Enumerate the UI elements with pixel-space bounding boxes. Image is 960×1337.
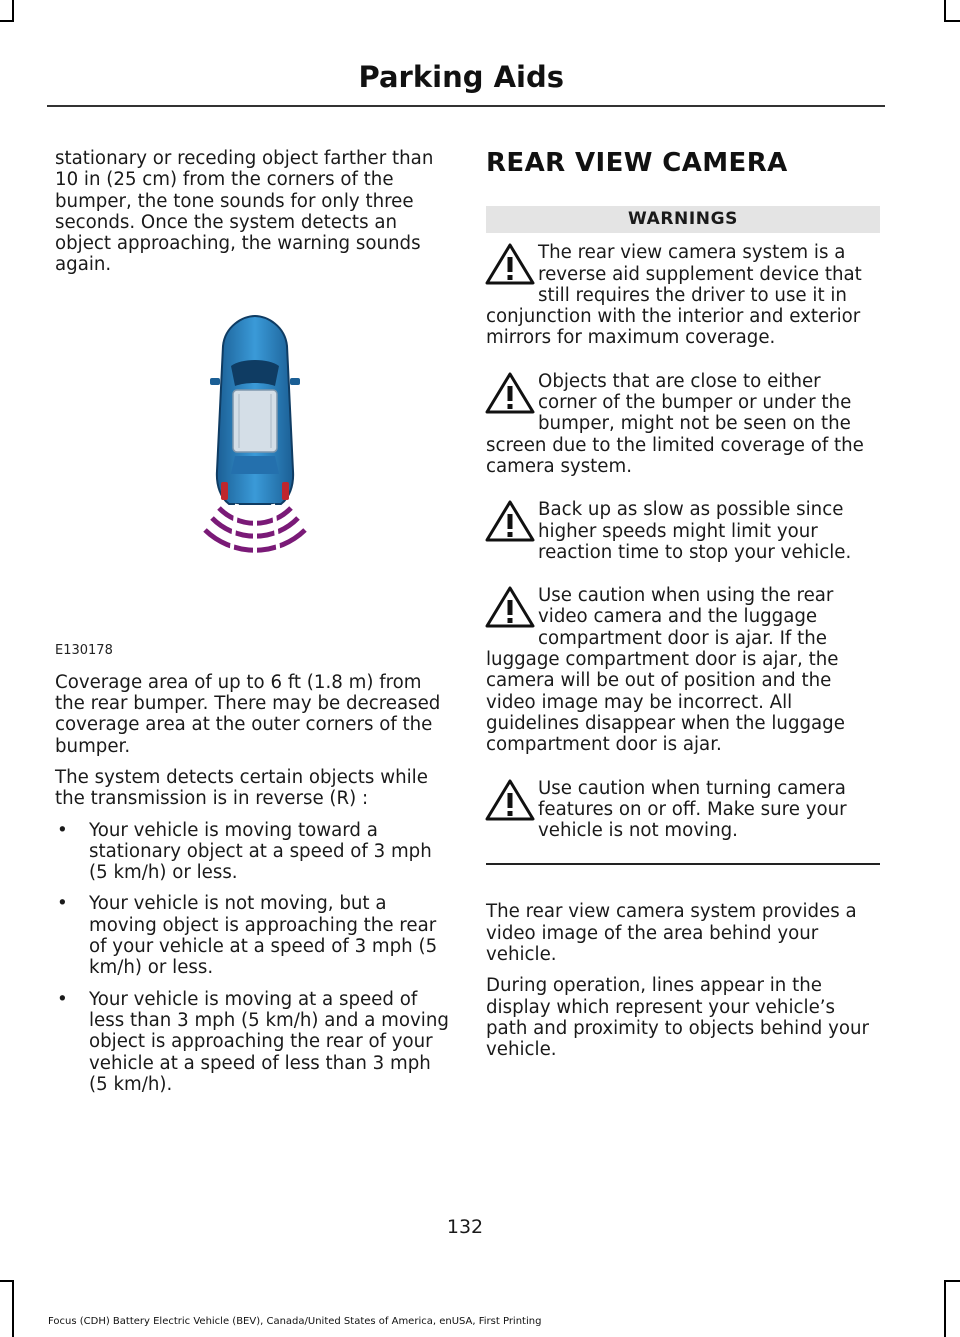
warning-text: Objects that are close to either corner of the bumper or under the bumper, might not be seen on the screen due to the limited coverage of the camera system. [486, 370, 864, 477]
warning-item [486, 371, 880, 487]
warning-triangle-icon [484, 242, 536, 286]
list-item-text: Your vehicle is not moving, but a moving object is approaching the rear of your vehicle at a speed of 3 mph (5 km/h) or less. [89, 893, 438, 979]
warning-triangle-icon [484, 371, 536, 415]
rear-view-camera-heading: REAR VIEW CAMERA [486, 148, 788, 178]
warnings-header: WARNINGS [486, 206, 880, 233]
list-item-text: Your vehicle is moving toward a stationary object at a speed of 3 mph (5 km/h) or less. [89, 819, 432, 884]
crop-mark [946, 20, 960, 22]
header-rule [47, 105, 885, 107]
bullet-symbol: • [57, 988, 68, 1010]
list-item-text: Your vehicle is moving at a speed of less than 3 mph (5 km/h) and a moving object is approaching the rear of your vehicle at a speed of less than 3 mph (5 km/h). [89, 988, 449, 1095]
warning-text: The rear view camera system is a reverse aid supplement device that still requires the driver to use it in conjunction with the interior and exterior mirrors for maximum coverage. [486, 242, 862, 349]
warning-item [486, 242, 880, 358]
section-title: Parking Aids [358, 60, 564, 94]
list-item [55, 893, 450, 978]
warning-item [486, 585, 880, 765]
list-item [55, 989, 450, 1095]
parking-sensor-figure [55, 286, 450, 662]
detection-list [55, 820, 450, 1096]
list-item [55, 820, 450, 884]
car-top-view-illustration [55, 286, 450, 662]
crop-mark [0, 20, 14, 22]
crop-mark [946, 1280, 960, 1282]
camera-paragraph-2: During operation, lines appear in the display which represent your vehicle’s path and proximity to objects behind your vehicle. [486, 975, 869, 1061]
camera-paragraph-1: The rear view camera system provides a video image of the area behind your vehicle. [486, 901, 857, 966]
warning-item [486, 499, 880, 573]
crop-mark [944, 1280, 946, 1337]
warning-text: Use caution when turning camera features on or off. Make sure your vehicle is not moving. [538, 777, 847, 842]
warning-triangle-icon [484, 585, 536, 629]
warning-item [486, 778, 880, 852]
warnings-end-rule [486, 863, 880, 865]
warning-triangle-icon [484, 778, 536, 822]
page-number: 132 [446, 1216, 484, 1238]
bullet-symbol: • [57, 893, 68, 915]
crop-mark [944, 0, 946, 22]
coverage-paragraph: Coverage area of up to 6 ft (1.8 m) from the rear bumper. There may be decreased coverage area at the outer corners of the bumper. [55, 671, 441, 757]
warning-text: Back up as slow as possible since higher speeds might limit your reaction time to stop your vehicle. [538, 499, 852, 563]
crop-mark [0, 1280, 14, 1282]
right-column [486, 148, 880, 1071]
warning-triangle-icon [484, 499, 536, 543]
crop-mark [12, 0, 14, 22]
left-column [55, 148, 450, 1105]
crop-mark [12, 1280, 14, 1337]
figure-code: E130178 [55, 643, 113, 659]
detects-paragraph: The system detects certain objects while the transmission is in reverse (R) : [55, 766, 428, 810]
bullet-symbol: • [57, 819, 68, 841]
warning-text: Use caution when using the rear video camera and the luggage compartment door is ajar. If the luggage compartment door is ajar, the camera will be out of position and the video image may be incorrect. All guidelines disappear when the luggage compartment door is ajar. [486, 585, 845, 756]
intro-paragraph: stationary or receding object farther than 10 in (25 cm) from the corners of the bumper, the tone sounds for only three seconds. Once the system detects an object approaching, the warning sounds again. [55, 148, 434, 276]
publication-footer: Focus (CDH) Battery Electric Vehicle (BEV), Canada/United States of America, enUSA, First Printing [48, 1316, 542, 1327]
